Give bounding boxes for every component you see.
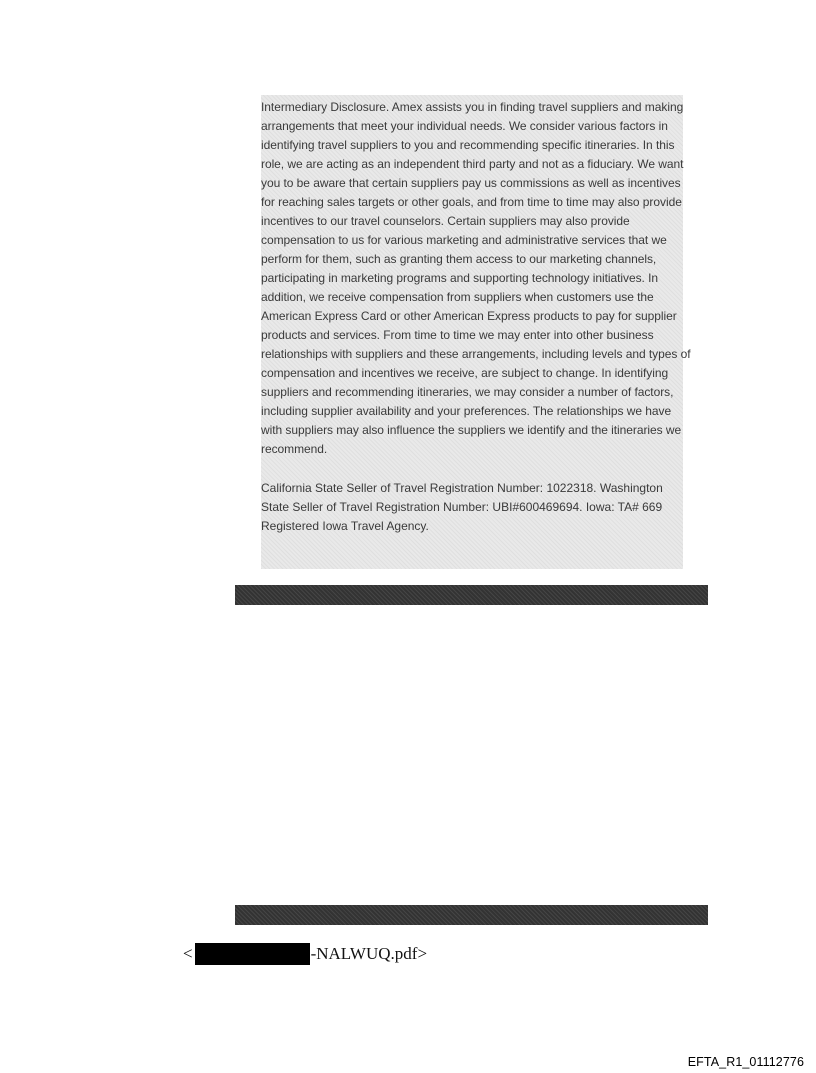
registration-paragraph: California State Seller of Travel Registration Number: 1022318. Washington State Seller of Travel Registration Number: UBI#600469694. Iowa: TA# 669 Registered Iowa Travel Agency. (261, 481, 663, 533)
redacted-filename-block (195, 943, 310, 965)
redaction-bar-bottom (235, 905, 708, 925)
attachment-filename (183, 942, 427, 966)
attachment-prefix: < (183, 944, 193, 963)
intermediary-disclosure-paragraph: Intermediary Disclosure. Amex assists you in finding travel suppliers and making arrangements that meet your individual needs. We consider various factors in identifying travel suppliers to you and recommending specific itineraries. In this role, we are acting as an independent third party and not as a fiduciary. We want you to be aware that certain suppliers pay us commissions as well as incentives for reaching sales targets or other goals, and from time to time may also provide incentives to our travel counselors. Certain suppliers may also provide compensation to us for various marketing and administrative services that we perform for them, such as granting them access to our marketing channels, participating in marketing programs and supporting technology initiatives. In addition, we receive compensation from suppliers when customers use the American Express Card or other American Express products to pay for supplier products and services. From time to time we may enter into other business relationships with suppliers and these arrangements, including levels and types of compensation and incentives we receive, are subject to change. In identifying suppliers and recommending itineraries, we may consider a number of factors, including supplier availability and your preferences. The relationships we have with suppliers may also influence the suppliers we identify and the itineraries we recommend. (261, 100, 691, 456)
document-id-footer: EFTA_R1_01112776 (687, 1055, 804, 1069)
attachment-suffix: -NALWUQ.pdf> (310, 944, 428, 963)
redaction-bar-top (235, 585, 708, 605)
